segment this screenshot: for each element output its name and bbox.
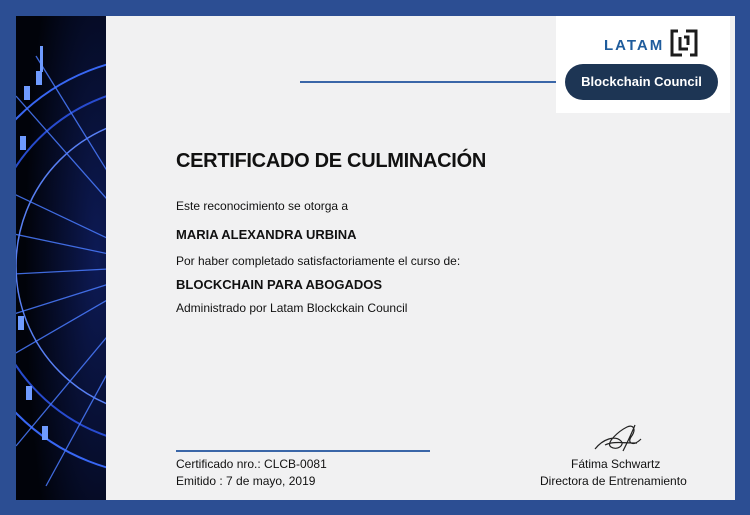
recipient-name: MARIA ALEXANDRA URBINA bbox=[176, 227, 357, 242]
top-divider-line bbox=[300, 81, 556, 83]
logo-latam-text: LATAM bbox=[604, 37, 665, 54]
logo-council-badge: Blockchain Council bbox=[565, 64, 718, 100]
certificate-paper bbox=[16, 16, 735, 500]
reason-text: Por haber completado satisfactoriamente el curso de: bbox=[176, 254, 461, 268]
administered-by-text: Administrado por Latam Blockckain Council bbox=[176, 301, 408, 315]
signatory-role: Directora de Entrenamiento bbox=[540, 474, 687, 488]
logo bbox=[556, 16, 730, 113]
bracket-logo-icon bbox=[669, 28, 699, 58]
bottom-divider-line bbox=[176, 450, 430, 452]
signatory-name: Fátima Schwartz bbox=[571, 457, 661, 471]
ferris-wheel-photo bbox=[16, 16, 106, 500]
certificate-number: Certificado nro.: CLCB-0081 bbox=[176, 457, 327, 471]
course-name: BLOCKCHAIN PARA ABOGADOS bbox=[176, 277, 383, 292]
issue-date: Emitido : 7 de mayo, 2019 bbox=[176, 474, 316, 488]
certificate-title: CERTIFICADO DE CULMINACIÓN bbox=[176, 150, 486, 172]
intro-text: Este reconocimiento se otorga a bbox=[176, 199, 349, 213]
signature-image bbox=[593, 421, 645, 455]
